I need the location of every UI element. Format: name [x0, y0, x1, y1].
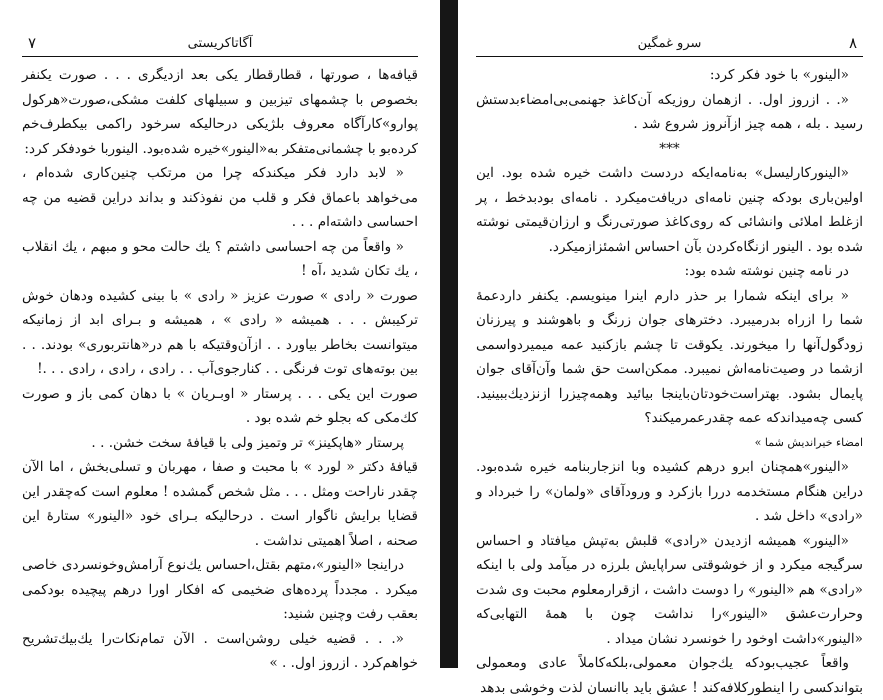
- paragraph: «الینور»همچنان ابرو درهم کشیده وبا انزجاربنامه خیره شده‌بود. دراین هنگام مستخدمه دررا بازکرد و ورود‌آقای «ولمان» را خبرداد و «رادی» داخل شد .: [476, 459, 863, 524]
- page-header: [476, 34, 863, 54]
- paragraph: «. . ازروز اول. . ازهمان روزیکه آن‌کاغذ جهنمی‌بی‌امضاء‌بدستش رسید . بله ، همه چیز ازآنروز شروع شد .: [476, 91, 863, 132]
- paragraph: دراینجا «الینور»،متهم بقتل،احساس یك‌نوع آرامش‌وخونسردی خاصی میکرد . مجدداً پرده‌های ضخیمی که افکار اورا درهم پیچیده بودکمی بعقب رفت وچنین شنید:: [22, 557, 418, 622]
- paragraph: صورت « رادی » صورت عزیز « رادی » با بینی کشیده ودهان خوش ترکیبش . . . همیشه « رادی » ، همیشه و بـرای ابد از زمانیکه میتوانست بخاطر بیاورد . . ازآن‌وقتیکه با هم در«هانتربوری» بودند. . . بین بوته‌های توت فرنگی . . کنارجوی‌آب . . رادی ، رادی ، رادی . . .!: [22, 287, 418, 377]
- section-break: ***: [659, 140, 680, 157]
- running-title: آگاتاکریستی: [187, 36, 253, 51]
- paragraph: « لابد دارد فکر میکندکه چرا من مرتکب چنین‌کاری شده‌ام ، می‌خواهد باعماق فکر و قلب من نفوذکند و بداند دراین قضیه من چه احساسی داشته‌ام . . .: [22, 165, 418, 230]
- header-rule: [22, 56, 418, 57]
- paragraph: «الینور» با خود فکر کرد:: [709, 67, 849, 83]
- paragraph: قیافهٔ دکتر « لورد » با محبت و صفا ، مهربان و تسلی‌بخش ، اما الآن چقدر ناراحت ومثل . . . مثل شخص گمشده ! معلوم است که‌چقدر این قضایا برایش ناگوار است . درحالیکه بـرای خود «الینور» ستارهٔ این صحنه ، اصلاً اهمیتی نداشت .: [22, 459, 418, 549]
- paragraph: قیافه‌ها ، صورتها ، قطارقطار یکی بعد ازدیگری . . . صورت یکنفر بخصوص با چشمهای تیزبین و سبیلهای کلفت مشکی،صورت«هرکول پوارو»کارآگاه معروف بلژیکی درحالیکه سرخود راکمی بیکطرف‌خم کرده‌بو با چشمانی‌متفکر به«الینور»خیره شده‌بود. الینوربا خودفکر کرد:: [22, 67, 418, 157]
- page-body: [22, 63, 418, 676]
- left-page: [0, 0, 440, 671]
- page-number: ۷: [28, 34, 37, 52]
- page-number: ۸: [848, 34, 857, 52]
- paragraph: در نامه چنین نوشته شده بود:: [684, 263, 849, 279]
- book-gutter: [440, 0, 458, 668]
- header-rule: [476, 56, 863, 57]
- paragraph: «الینورکارلیسل» به‌نامه‌ایکه دردست داشت خیره شده بود. این اولین‌باری بودکه چنین نامه‌ای دریافت‌میکرد . نامه‌ای بودبدخط ، پر ازغلط املائی وانشائی که روی‌کاغذ صورتی‌رنگ و ارزان‌قیمتی نوشته شده بود . الینور ازنگاه‌کردن بآن احساس اشمئزازمیکرد.: [476, 165, 863, 255]
- page-header: [22, 34, 418, 54]
- running-title: سرو غمگین: [637, 36, 702, 51]
- paragraph: واقعاً عجیب‌بودکه یك‌جوان معمولی،بلکه‌کاملاً عادی ومعمولی بتواندکسی را اینطورکلافه‌کند ! عشق باید باانسان لذت وخوشی بدهد: [476, 655, 863, 696]
- paragraph: پرستار «هاپکینز» تر وتمیز ولی با قیافهٔ سخت خشن. . .: [91, 434, 404, 451]
- paragraph: «الینور» همیشه ازدیدن «رادی» قلبش به‌تپش میافتاد و احساس سرگیجه میکرد و از خوشوقتی سراپایش بلرزه در میآمد ولی با اینکه «رادی» هم «الینور» را دوست داشت ، ازقرارمعلوم محبت وی شدت وحرارت‌عشق «الینور»را نداشت چون با همهٔ التهابی‌که «الینور»داشت اوخود را خونسرد نشان میداد .: [476, 532, 863, 647]
- right-page: [458, 0, 883, 696]
- letter-signature: امضاء خیراندیش شما »: [754, 435, 863, 449]
- letter-text: « برای اینکه شمارا بر حذر دارم اینرا مینویسم. یکنفر دارد‌عمهٔ شما را ازراه بدرمیبرد. دخترهای جوان زرنگ و باهوشند و پیرزنان زودگول‌آنها را میخورند. یکوقت تا چشم بازکنید عمه میمیرد‌واسمی ازشما در وصیت‌نامه‌اش نمیبرد. ممکن‌است حق شما وآن‌آقای جوان پایمال بشود. بهتر‌است‌خودتان‌باینجا بیائید وهمه‌چیزرا از‌نزدیك‌ببینید. کسی چه‌میداندکه عمه چقدرعمرمیکند؟: [476, 287, 863, 426]
- paragraph: « واقعاً من چه احساسی داشتم ؟ یك حالت محو و مبهم ، یك انقلاب ، یك تکان شدید ،آه !: [22, 238, 418, 279]
- paragraph: «. . . قضیه خیلی روشن‌است . الآن تمام‌نکات‌را یك‌بیك‌تشریح خواهم‌کرد . ازروز اول. . »: [22, 630, 418, 671]
- page-body: [476, 63, 863, 700]
- paragraph: صورت این یکی . . . پرستار « اوبـریان » با دهان کمی باز و صورت کك‌مکی که بجلو خم شده بود .: [22, 385, 418, 426]
